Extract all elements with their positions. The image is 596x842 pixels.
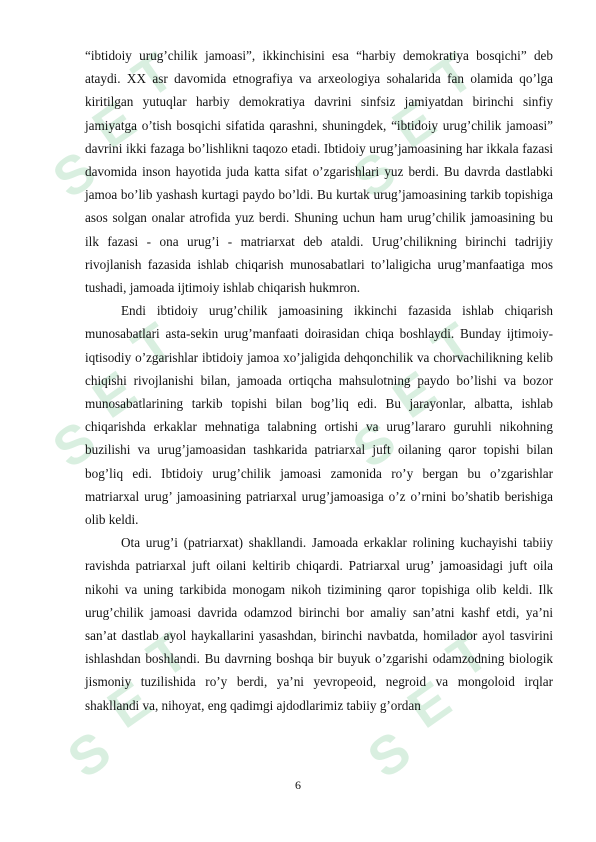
paragraph: “ibtidoiy urug’chilik jamoasi”, ikkinchisini esa “harbiy demokratiya bosqichi” deb ataydi. XX asr davomida etnografiya va arxeologiya sohalarida fan olamida qo’lga kiritilgan yutuqlar harbiy demokratiya davrini sinfsiz jamiyatdan birinchi sinfiy jamiyatga o’tish bosqichi sifatida qarashni, shuningdek, “ibtidoiy urug’chilik jamoasi” davrini ikki fazaga bo’lishlikni taqozo etadi. Ibtidoiy urug’jamoasining har ikkala fazasi davomida inson hayotida juda katta sifat o’zgarishlari yuz berdi. Bu davrda dastlabki jamoa bo’lib yashash kurtagi paydo bo’ldi. Bu kurtak urug’jamoasining tarkib topishiga asos solgan onalar atrofida yuz berdi. Shuning uchun ham urug’chilik jamoasining bu ilk fazasi - ona urug’i - matriarxat deb ataldi. Urug’chilikning birinchi tadrijiy rivojlanish fazasida ishlab chiqarish munosabatlari to’laligicha urug’manfaatiga mos tushadi, jamoada ijtimoiy ishlab chiqarish hukmron. (85, 48, 553, 296)
watermark-letter: S (57, 720, 122, 790)
watermark-letter: S (357, 720, 422, 790)
watermark-letter: E (82, 360, 147, 430)
watermark-letter: T (422, 311, 484, 380)
watermark-letter: E (382, 90, 447, 160)
watermark-letter: E (397, 670, 462, 740)
watermark-letter: T (122, 41, 184, 110)
watermark-letter: S (42, 410, 107, 480)
watermark-letter: T (137, 621, 199, 690)
watermark-letter: S (42, 140, 107, 210)
watermark-letter: T (422, 41, 484, 110)
watermark-letter: T (122, 311, 184, 380)
watermark-letter: E (382, 360, 447, 430)
watermark-letter: S (342, 410, 407, 480)
watermark-letter: T (437, 621, 499, 690)
body-text (85, 41, 553, 717)
paragraph: Endi ibtidoiy urug’chilik jamoasining ikkinchi fazasida ishlab chiqarish munosabatlari asta-sekin urug’manfaati doirasidan chiqa boshlaydi. Bunday ijtimoiy- iqtisodiy o’zgarishlar ibtidoiy jamoa xo’jaligida dehqonchilik va chorvachilikning kelib chiqishi rivojlanishi bilan, jamoada ortiqcha mahsulotning paydo bo’lishi va bozor munosabatlarining tarkib topishi bilan bog’liq edi. Bu jarayonlar, albatta, ishlab chiqarishda erkaklar mehnatiga talabning ortishi va urug’lararo guruhli nikohning buzilishi va urug’jamoasidan tashkarida patriarxal juft oilaning qaror topishi bilan bog’liq edi. Ibtidoiy urug’chilik jamoasi zamonida ro’y bergan bu o’zgarishlar matriarxal urug’ jamoasining patriarxal urug’jamoasiga o’z o’rnini bo’shatib berishiga olib keldi. (85, 303, 553, 528)
watermark-letter: E (97, 670, 162, 740)
paragraph: Ota urug’i (patriarxat) shakllandi. Jamoada erkaklar rolining kuchayishi tabiiy ravishda patriarxal juft oilani keltirib chiqardi. Patriarxal urug’ jamoasidagi juft oila nikohi va uning tarkibida monogam nikoh tizimining qaror topishiga olib keldi. Ilk urug’chilik jamoasi davrida odamzod birinchi bor amaliy san’atni kashf etdi, ya’ni san’at dastlab ayol haykallarini yasashdan, birinchi navbatda, homilador ayol tasvirini ishlashdan boshlandi. Bu davrning boshqa bir buyuk o’zgarishi odamzodning biologik jismoniy tuzilishida ro’y berdi, ya’ni yevropeoid, negroid va mongoloid irqlar shakllandi va, nihoyat, eng qadimgi ajdodlarimiz tabiiy g’ordan (85, 535, 553, 713)
watermark-letter: E (82, 90, 147, 160)
page-number: 6 (295, 778, 301, 792)
watermark-letter: S (342, 140, 407, 210)
